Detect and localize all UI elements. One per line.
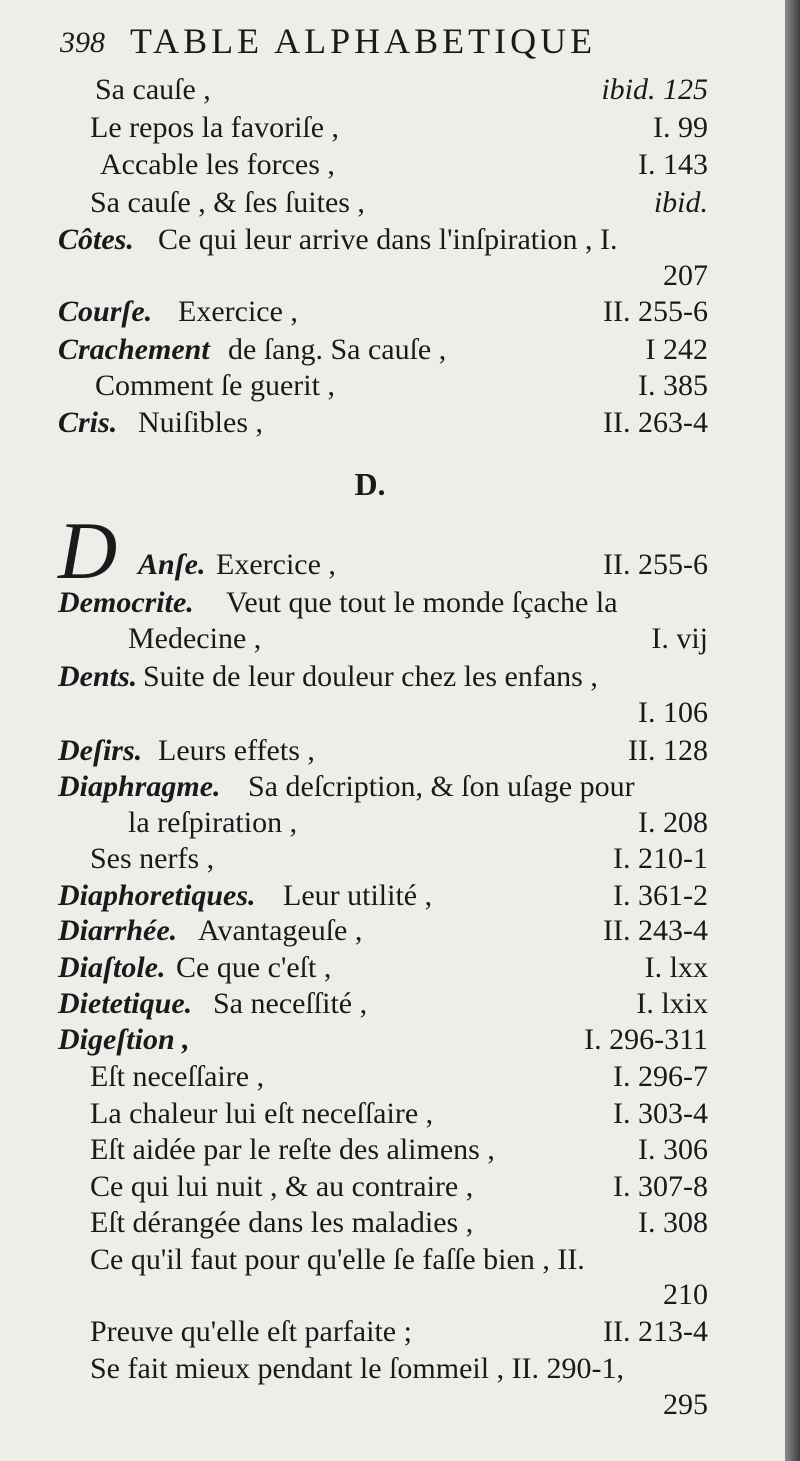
index-text: Veut que tout le monde ſçache la (226, 586, 618, 619)
index-line (0, 839, 708, 879)
index-text: Sa deſcription, & ſon uſage pour (248, 770, 635, 803)
index-text: La chaleur lui eſt neceſſaire , (90, 1097, 434, 1130)
index-reference: I. 143 (638, 148, 708, 181)
index-text: Ce qu'il faut pour qu'elle ſe faſſe bien , II. (90, 1243, 585, 1276)
index-term: Cris. (58, 406, 118, 439)
index-reference: I. 296-311 (584, 1023, 708, 1056)
section-letter: D. (354, 466, 386, 502)
index-line (0, 767, 708, 807)
index-line (0, 1349, 708, 1389)
index-line (0, 1275, 708, 1315)
index-text: Avantageuſe , (198, 914, 363, 947)
index-reference: ibid. (653, 186, 708, 219)
index-reference: I. 306 (638, 1133, 708, 1166)
index-line (0, 403, 708, 443)
index-term: Diarrhée. (58, 914, 178, 947)
index-line (0, 256, 708, 296)
index-line (0, 545, 708, 585)
index-term: Anſe. (138, 548, 206, 581)
index-line (0, 366, 708, 406)
index-text: Leur utilité , (283, 879, 433, 912)
index-line (0, 108, 708, 148)
index-line (0, 876, 708, 916)
index-line (0, 1203, 708, 1243)
index-text: Sa neceſſité , (213, 987, 368, 1020)
page-header (60, 20, 720, 64)
index-line (0, 619, 708, 659)
index-reference: II. 128 (628, 734, 708, 767)
index-text: Ce qui leur arrive dans l'inſpiration , I. (158, 223, 618, 256)
index-reference: I. vij (651, 622, 708, 655)
page-edge-shadow (785, 0, 800, 1461)
index-line (0, 731, 708, 771)
index-text: Nuiſibles , (138, 406, 263, 439)
index-line (0, 220, 708, 260)
index-line (0, 1385, 708, 1425)
index-text: Se fait mieux pendant le ſommeil , II. 290-1, (90, 1352, 625, 1385)
index-reference: I. 303-4 (613, 1097, 708, 1130)
index-text: Ses nerfs , (90, 842, 215, 875)
index-text: Sa cauſe , & ſes ſuites , (90, 186, 365, 219)
index-term: Diaſtole. (58, 951, 166, 984)
index-text: la reſpiration , (128, 806, 298, 839)
running-head: TABLE ALPHABETIQUE (130, 21, 597, 61)
index-reference: II. 255-6 (603, 295, 708, 328)
index-reference: II. 255-6 (603, 548, 708, 581)
index-reference: I. 208 (638, 806, 708, 839)
index-text: Eſt neceſſaire , (90, 1060, 265, 1093)
index-line (0, 1312, 708, 1352)
index-text: Comment ſe guerit , (95, 369, 335, 402)
index-text: Exercice , (178, 295, 298, 328)
index-text: Accable les forces , (100, 148, 335, 181)
index-text: Ce que c'eſt , (176, 951, 332, 984)
index-line (0, 803, 708, 843)
index-line (0, 1167, 708, 1207)
index-line (0, 1240, 708, 1280)
index-term: Deſirs. (58, 734, 143, 767)
index-reference: I. 361-2 (613, 879, 708, 912)
index-line (0, 1094, 708, 1134)
index-reference: 295 (663, 1388, 708, 1421)
index-line (0, 657, 708, 697)
index-line (0, 292, 708, 332)
index-reference: II. 213-4 (603, 1315, 708, 1348)
index-term: Côtes. (58, 223, 134, 256)
index-line (0, 1130, 708, 1170)
index-text: Ce qui lui nuit , & au contraire , (90, 1170, 474, 1203)
index-reference: I. 385 (638, 369, 708, 402)
index-text: Sa cauſe , (95, 73, 211, 106)
index-term: Dietetique. (58, 987, 193, 1020)
index-reference: I. 307-8 (613, 1170, 708, 1203)
index-line (0, 948, 708, 988)
index-reference: I 242 (645, 333, 708, 366)
index-reference: I. 99 (653, 111, 708, 144)
index-line (0, 70, 708, 110)
index-line (0, 145, 708, 185)
index-term: Courſe. (58, 295, 153, 328)
index-line (0, 330, 708, 370)
index-line (0, 1057, 708, 1097)
index-term: Crachement (58, 333, 210, 366)
index-text: Eſt aidée par le reſte des alimens , (90, 1133, 495, 1166)
index-line (0, 984, 708, 1024)
index-reference: I. 308 (638, 1206, 708, 1239)
index-reference: 207 (663, 259, 708, 292)
index-reference: I. lxix (636, 987, 708, 1020)
index-line (0, 1020, 708, 1060)
index-line (0, 583, 708, 623)
index-text: Preuve qu'elle eſt parfaite ; (90, 1315, 412, 1348)
index-reference: I. 296-7 (613, 1060, 708, 1093)
page-number: 398 (60, 26, 105, 59)
index-reference: I. 106 (638, 696, 708, 729)
index-line (0, 183, 708, 223)
index-term: Diaphragme. (58, 770, 221, 803)
index-text: Exercice , (216, 548, 336, 581)
index-text: de ſang. Sa cauſe , (228, 333, 447, 366)
index-text: Leurs effets , (158, 734, 315, 767)
index-reference: ibid. 125 (601, 73, 708, 106)
index-line (0, 693, 708, 733)
dropcap: D (58, 505, 118, 596)
index-reference: II. 263-4 (603, 406, 708, 439)
index-term: Diaphoretiques. (58, 879, 256, 912)
index-text: Le repos la favoriſe , (90, 111, 340, 144)
index-reference: I. 210-1 (613, 842, 708, 875)
index-term: Dents. (58, 660, 138, 693)
index-line (0, 911, 708, 951)
index-reference: 210 (663, 1278, 708, 1311)
index-text: Medecine , (128, 622, 262, 655)
index-reference: II. 243-4 (603, 914, 708, 947)
index-text: Suite de leur douleur chez les enfans , (143, 660, 598, 693)
index-term: Democrite. (58, 586, 194, 619)
index-reference: I. lxx (644, 951, 708, 984)
index-text: Eſt dérangée dans les maladies , (90, 1206, 474, 1239)
index-term: Digeſtion , (58, 1023, 190, 1056)
